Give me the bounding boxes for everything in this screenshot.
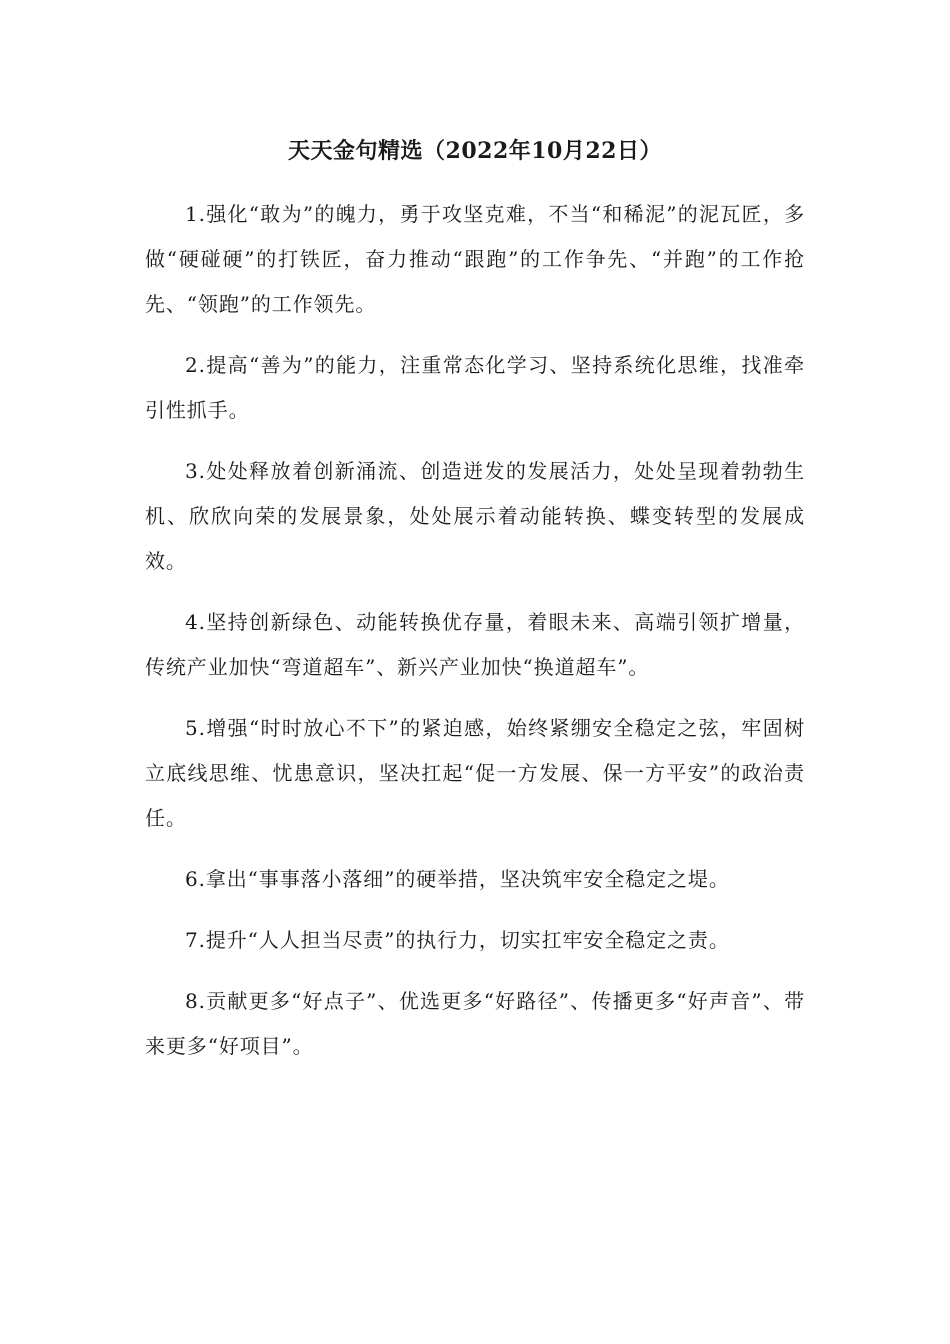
paragraph-6: 6.拿出“事事落小落细”的硬举措，坚决筑牢安全稳定之堤。 [185,867,730,891]
paragraph-2: 2.提高“善为”的能力，注重常态化学习、坚持系统化思维，找准牵引性抓手。 [145,353,805,422]
paragraph-1: 1.强化“敢为”的魄力，勇于攻坚克难，不当“和稀泥”的泥瓦匠，多做“硬碰硬”的打铁匠，奋力推动“跟跑”的工作争先、“并跑”的工作抢先、“领跑”的工作领先。 [145,202,805,316]
paragraph-5: 5.增强“时时放心不下”的紧迫感，始终紧绷安全稳定之弦，牢固树立底线思维、忧患意识，坚决扛起“促一方发展、保一方平安”的政治责任。 [145,716,805,830]
paragraph-3: 3.处处释放着创新涌流、创造迸发的发展活力，处处呈现着勃勃生机、欣欣向荣的发展景象，处处展示着动能转换、蝶变转型的发展成效。 [145,459,805,573]
paragraph-8: 8.贡献更多“好点子”、优选更多“好路径”、传播更多“好声音”、带来更多“好项目”。 [145,989,805,1058]
paragraph-7: 7.提升“人人担当尽责”的执行力，切实扛牢安全稳定之责。 [185,928,730,952]
page-title: 天天金句精选（2022年10月22日） [288,138,662,164]
document-body [145,192,805,1085]
paragraph-4: 4.坚持创新绿色、动能转换优存量，着眼未来、高端引领扩增量，传统产业加快“弯道超车”、新兴产业加快“换道超车”。 [145,610,805,679]
